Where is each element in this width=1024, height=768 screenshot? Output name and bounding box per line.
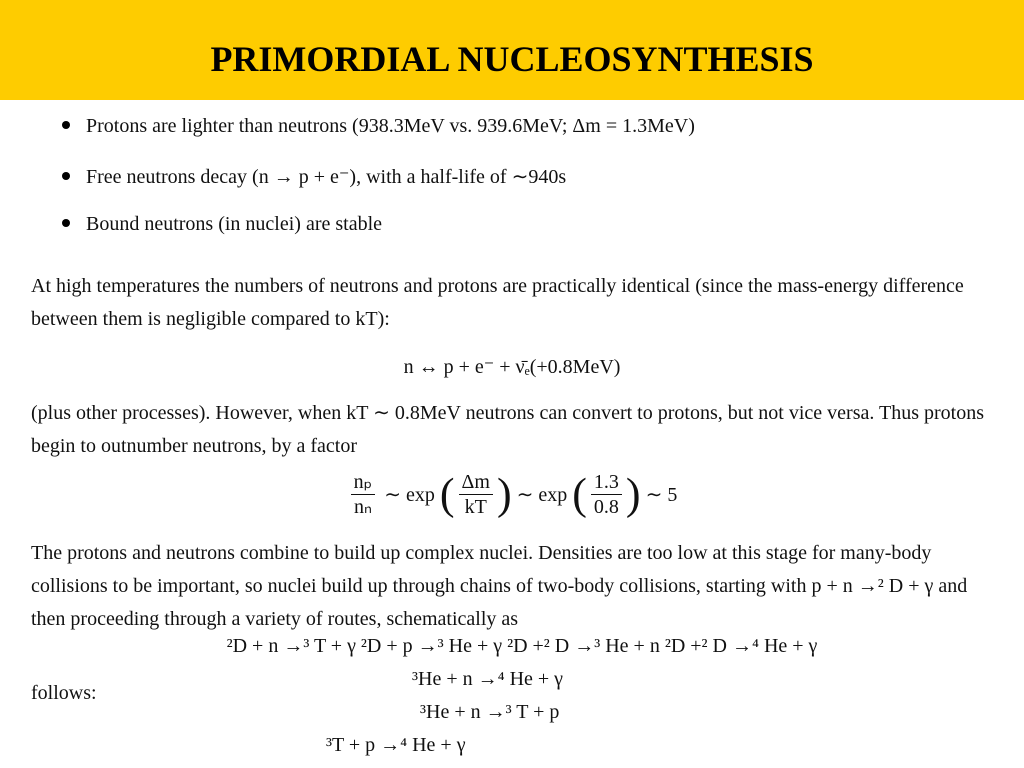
fraction-denominator: 0.8	[593, 496, 619, 518]
reaction-row-2: ³He + n →⁴ He + γ	[412, 668, 564, 690]
fraction-denominator: nₙ	[353, 496, 372, 518]
fraction-numerator: nₚ	[351, 470, 376, 495]
paragraph-plus-other-processes: (plus other processes). However, when kT ∼ 0.8MeV neutrons can convert to protons, but not vice versa. Thus protons begin to outnumber neutrons, by a factor	[31, 402, 984, 457]
bullet-text: Free neutrons decay (n → p + e⁻), with a half-life of ∼940s	[86, 166, 567, 188]
bullet-item	[62, 164, 566, 189]
bullet-dot-icon	[62, 121, 70, 129]
equation-sim-exp: ∼ exp	[516, 484, 568, 506]
paren-left-icon: (	[572, 469, 587, 519]
bullet-item	[62, 213, 382, 236]
reaction-row-1: ²D + n →³ T + γ ²D + p →³ He + γ ²D +² D →³ He + n ²D +² D →⁴ He + γ	[226, 635, 818, 657]
fraction-denominator: kT	[464, 496, 487, 518]
page-title: PRIMORDIAL NUCLEOSYNTHESIS	[210, 39, 814, 79]
bullet-dot-icon	[62, 172, 70, 180]
equation-ratio	[0, 470, 1024, 519]
paren-right-icon: )	[625, 469, 641, 519]
paragraph-high-temperature: At high temperatures the numbers of neutrons and protons are practically identical (since the mass-energy difference between them is negligible compared to kT):	[31, 275, 964, 330]
fraction-numeric	[591, 470, 622, 519]
paren-right-icon: )	[496, 469, 512, 519]
fraction-np-nn	[351, 470, 376, 519]
bullet-dot-icon	[62, 219, 70, 227]
reaction-row-3: ³He + n →³ T + p	[420, 701, 560, 723]
equation-sim-exp: ∼ exp	[384, 484, 435, 506]
equation-neutron-proton: n ↔ p + e⁻ + ν̄ₑ(+0.8MeV)	[403, 356, 621, 378]
fraction-dm-kt	[459, 470, 493, 519]
paragraph-nuclei-build-up: The protons and neutrons combine to build up complex nuclei. Densities are too low at this stage for many-body collisions to be important, so nuclei build up through chains of two-body collisions, starting with p + n →² D + γ and then proceeding through a variety of routes, schematically as	[31, 542, 968, 630]
fraction-numerator: 1.3	[591, 470, 622, 495]
bullet-text: Bound neutrons (in nuclei) are stable	[86, 213, 383, 235]
equation-result: ∼ 5	[645, 484, 678, 506]
bullet-text: Protons are lighter than neutrons (938.3MeV vs. 939.6MeV; Δm = 1.3MeV)	[86, 115, 695, 137]
fraction-numerator: Δm	[459, 470, 493, 495]
reaction-row-4: ³T + p →⁴ He + γ	[326, 734, 466, 756]
paren-left-icon: (	[439, 469, 455, 519]
bullet-item	[62, 115, 695, 138]
follows-label: follows:	[31, 682, 97, 704]
